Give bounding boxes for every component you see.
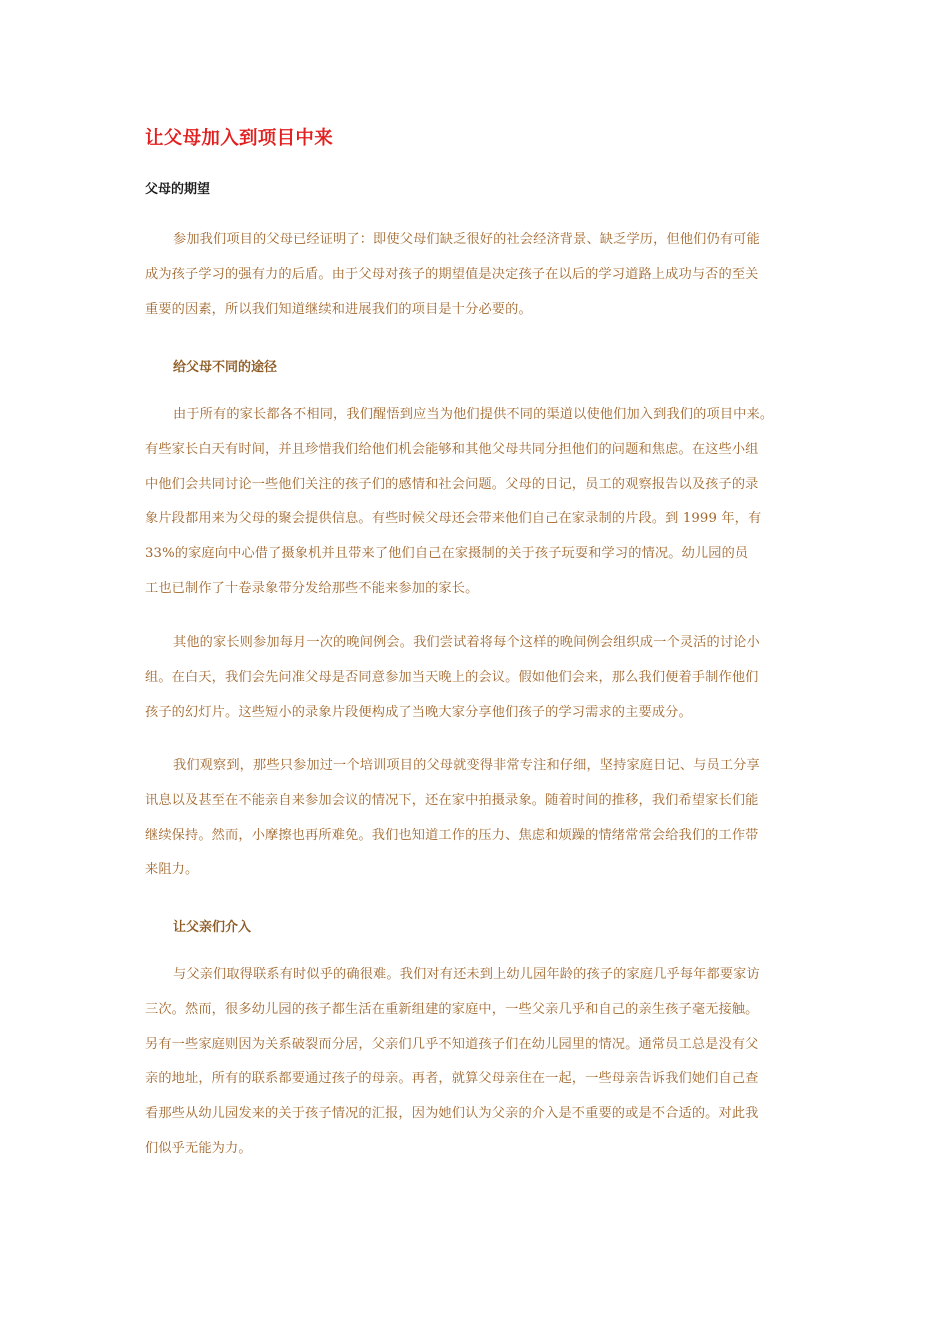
paragraph-line: 工也已制作了十卷录象带分发给那些不能来参加的家长。 [145, 580, 479, 596]
paragraph-line: 我们观察到，那些只参加过一个培训项目的父母就变得非常专注和仔细，坚持家庭日记、与员工分享 [173, 758, 760, 773]
paragraph-line: 三次。然而，很多幼儿园的孩子都生活在重新组建的家庭中，一些父亲几乎和自己的亲生孩子毫无接触。 [145, 1001, 759, 1017]
paragraph-line: 讯息以及甚至在不能亲自来参加会议的情况下，还在家中拍摄录象。随着时间的推移，我们希望家长们能 [145, 792, 759, 808]
paragraph-parents-expectations [145, 223, 815, 327]
paragraph-involve-fathers [145, 958, 815, 1167]
paragraph-line: 亲的地址，所有的联系都要通过孩子的母亲。再者，就算父母亲住在一起，一些母亲告诉我们她们自己查 [145, 1071, 759, 1087]
subheading-different-channels: 给父母不同的途径 [173, 360, 278, 375]
paragraph-line: 孩子的幻灯片。这些短小的录象片段便构成了当晚大家分享他们孩子的学习需求的主要成分。 [145, 704, 692, 720]
paragraph-line: 参加我们项目的父母已经证明了：即使父母们缺乏很好的社会经济背景、缺乏学历，但他们仍有可能 [173, 232, 760, 247]
paragraph-line: 象片段都用来为父母的聚会提供信息。有些时候父母还会带来他们自己在家录制的片段。到 1999 年，有 [145, 511, 762, 527]
paragraph-different-channels [145, 398, 815, 607]
document-title: 让父母加入到项目中来 [145, 128, 334, 149]
paragraph-line: 组。在白天，我们会先问准父母是否同意参加当天晚上的会议。假如他们会来，那么我们便着手制作他们 [145, 669, 759, 685]
paragraph-line: 与父亲们取得联系有时似乎的确很难。我们对有还未到上幼儿园年龄的孩子的家庭几乎每年都要家访 [173, 967, 760, 982]
paragraph-line: 看那些从幼儿园发来的关于孩子情况的汇报，因为她们认为父亲的介入是不重要的或是不合适的。对此我 [145, 1106, 759, 1122]
paragraph-line: 有些家长白天有时间，并且珍惜我们给他们机会能够和其他父母共同分担他们的问题和焦虑。在这些小组 [145, 441, 759, 457]
paragraph-line: 来阻力。 [145, 862, 199, 878]
paragraph-line: 中他们会共同讨论一些他们关注的孩子们的感情和社会问题。父母的日记，员工的观察报告以及孩子的录 [145, 476, 759, 492]
paragraph-line: 继续保持。然而，小摩擦也再所难免。我们也知道工作的压力、焦虑和烦躁的情绪常常会给我们的工作带 [145, 827, 759, 843]
paragraph-line: 其他的家长则参加每月一次的晚间例会。我们尝试着将每个这样的晚间例会组织成一个灵活的讨论小 [173, 635, 760, 650]
paragraph-observations [145, 749, 815, 888]
paragraph-line: 由于所有的家长都各不相同，我们醒悟到应当为他们提供不同的渠道以使他们加入到我们的项目中来。 [173, 407, 774, 422]
paragraph-line: 重要的因素，所以我们知道继续和进展我们的项目是十分必要的。 [145, 301, 532, 317]
paragraph-line: 另有一些家庭则因为关系破裂而分居，父亲们几乎不知道孩子们在幼儿园里的情况。通常员工总是没有父 [145, 1036, 759, 1052]
paragraph-line: 33%的家庭向中心借了摄象机并且带来了他们自己在家摄制的关于孩子玩耍和学习的情况。幼儿园的员 [145, 546, 749, 562]
section-label: 父母的期望 [145, 182, 211, 197]
paragraph-evening-meetings [145, 626, 815, 730]
paragraph-line: 们似乎无能为力。 [145, 1140, 252, 1156]
paragraph-line: 成为孩子学习的强有力的后盾。由于父母对孩子的期望值是决定孩子在以后的学习道路上成功与否的至关 [145, 266, 759, 282]
subheading-involve-fathers: 让父亲们介入 [173, 920, 252, 935]
